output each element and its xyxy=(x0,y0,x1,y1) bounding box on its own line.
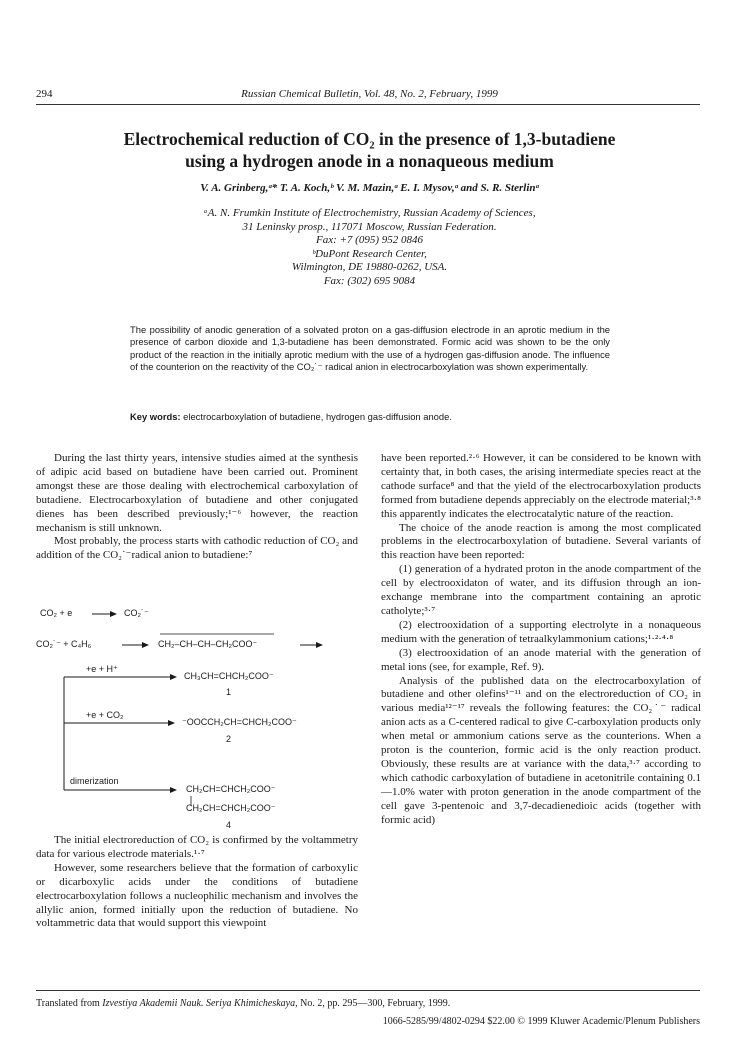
body-paragraph: Analysis of the published data on the electrocarboxylation of butadiene and other olefins¹⁻¹¹ and on the electroreduction of CO₂ in various media¹²⁻¹⁷ reveals the following features: the CO₂˙⁻ radical anion acts as a C-centered radical to give C-carboxylation products only when metal or ammonium cations serve as the counterions. When a proton is the counterion, formic acid is the only reaction product. Obviously, these results are at variance with the data,³·⁷ according to which cathodic carboxylation of butadiene in acetonitrile containing 0.1—1.0% water with proton generation in the anode compartment of the cell gave 3-pentenoic and 3,7-decadienedioic acids (together with formic acid) xyxy=(381,674,701,826)
affiliation-line: Fax: +7 (095) 952 0846 xyxy=(315,234,423,247)
authors: V. A. Grinberg,ᵃ* T. A. Koch,ᵇ V. M. Mazin,ᵃ E. I. Mysov,ᵃ and S. R. Sterlinᵃ xyxy=(200,182,539,194)
reaction-scheme xyxy=(36,604,358,828)
body-paragraph: The choice of the anode reaction is among the most complicated problems in the electrocarboxylation of butadiene. Several variants of this reaction have been reported: xyxy=(381,521,701,562)
body-paragraph: Most probably, the process starts with cathodic reduction of CO₂ and addition of the CO₂˙⁻radical anion to butadiene:⁷ xyxy=(36,535,358,562)
scheme-product: CH₃CH=CHCH₂COO⁻ xyxy=(184,671,274,681)
body-paragraph: The initial electroreduction of CO₂ is confirmed by the voltammetry data for various electrode materials.¹·⁷ xyxy=(36,834,358,860)
body-paragraph: (1) generation of a hydrated proton in the anode compartment of the cell by electrooxidaton of water, and its diffusion through an ion-exchange membrane into the compartment containing an aprotic catholyte;³·⁷ xyxy=(381,563,701,617)
affiliation-line: ᵃA. N. Frumkin Institute of Electrochemistry, Russian Academy of Sciences, xyxy=(203,207,536,219)
right-column xyxy=(381,452,701,827)
scheme-reactant: CO₂ + e xyxy=(40,608,73,618)
body-paragraph: have been reported.²·⁶ However, it can be considered to be known with certainty that, in both cases, the arising intermediate species react at the cathode surface⁸ and that the yield of the electrocarboxylation products formed from butadiene depends appreciably on the electrode material;³·⁸ this apparently indicates the electrocatalytic nature of the reaction. xyxy=(381,452,701,520)
keywords xyxy=(130,411,610,422)
body-paragraph: However, some researchers believe that the formation of carboxylic or dicarboxylic acids under the conditions of butadiene electrocarboxylation follows a nucleophilic mechanism and involves the allylic anion, formed initially upon the reduction of butadiene. No voltammetric data that would support this viewpoint xyxy=(36,861,358,930)
compound-number: 1 xyxy=(226,687,232,697)
translation-note xyxy=(36,998,700,1009)
compound-number: 2 xyxy=(226,734,232,744)
scheme-product: CO₂˙⁻ xyxy=(124,608,149,618)
title-line-2: using a hydrogen anode in a nonaqueous medium xyxy=(185,151,554,171)
scheme-condition: +e + H⁺ xyxy=(86,664,118,674)
compound-number: 4 xyxy=(226,820,232,830)
affiliation-line: ᵇDuPont Research Center, xyxy=(312,247,427,260)
affiliation-line: 31 Leninsky prosp., 117071 Moscow, Russian Federation. xyxy=(242,220,497,233)
body-paragraph: (3) electrooxidation of an anode material with the generation of metal ions (see, for example, Ref. 9). xyxy=(381,646,701,673)
affiliation-line: Fax: (302) 695 9084 xyxy=(323,274,416,287)
paper-title xyxy=(40,128,699,172)
translation-prefix: Translated from xyxy=(36,998,103,1009)
footer-rule xyxy=(36,990,700,991)
scheme-condition: dimerization xyxy=(70,776,119,786)
left-column-bottom xyxy=(36,834,358,931)
page-number: 294 xyxy=(36,88,53,100)
left-column-top xyxy=(36,452,358,563)
body-paragraph: During the last thirty years, intensive studies aimed at the synthesis of adipic acid based on butadiene have been carried out. Prominent amongst these are those dealing with electrochemical carboxylation of butadiene. Electrocarboxylation of butadiene and other conjugated dienes has been described previously;¹⁻⁶ however, the reaction mechanism is still unknown. xyxy=(36,452,358,534)
keywords-label: Key words: xyxy=(130,411,181,422)
affiliations xyxy=(40,207,699,289)
header-rule xyxy=(36,104,700,105)
abstract: The possibility of anodic generation of a solvated proton on a gas-diffusion electrode in an aprotic medium in the presence of carbon dioxide and 1,3-butadiene has been demonstrated. Formic acid was shown to be the only product of the reaction in the initially aprotic medium with the use of a hydrogen gas-diffusion anode. The influence of the counterion on the reactivity of the CO₂˙⁻ radical anion in electrocarboxylation was shown experimentally. xyxy=(130,324,610,373)
scheme-condition: +e + CO₂ xyxy=(86,710,124,720)
scheme-product: CH₂CH=CHCH₂COO⁻ xyxy=(186,784,276,794)
body-paragraph: (2) electrooxidation of a supporting electrolyte in a nonaqueous medium with the generation of tetraalkylammonium cations;¹·²·⁴·⁸ xyxy=(381,618,701,645)
journal-header: Russian Chemical Bulletin, Vol. 48, No. 2, February, 1999 xyxy=(241,88,498,100)
scheme-reactant: CO₂˙⁻ + C₄H₆ xyxy=(36,639,92,649)
translation-source: Izvestiya Akademii Nauk. Seriya Khimicheskaya, xyxy=(102,998,298,1009)
scheme-product: ⁻OOCCH₂CH=CHCH₂COO⁻ xyxy=(182,717,297,727)
scheme-intermediate: CH₂–CH–CH–CH₂COO⁻ xyxy=(158,639,258,649)
title-line-1: Electrochemical reduction of CO₂ in the presence of 1,3-butadiene xyxy=(123,129,616,149)
copyright-line: 1066-5285/99/4802-0294 $22.00 © 1999 Kluwer Academic/Plenum Publishers xyxy=(382,1016,700,1027)
affiliation-line: Wilmington, DE 19880-0262, USA. xyxy=(291,261,448,274)
scheme-product: CH₂CH=CHCH₂COO⁻ xyxy=(186,803,276,813)
translation-suffix: No. 2, pp. 295—300, February, 1999. xyxy=(297,998,451,1009)
keywords-text: electrocarboxylation of butadiene, hydrogen gas-diffusion anode. xyxy=(183,411,452,422)
